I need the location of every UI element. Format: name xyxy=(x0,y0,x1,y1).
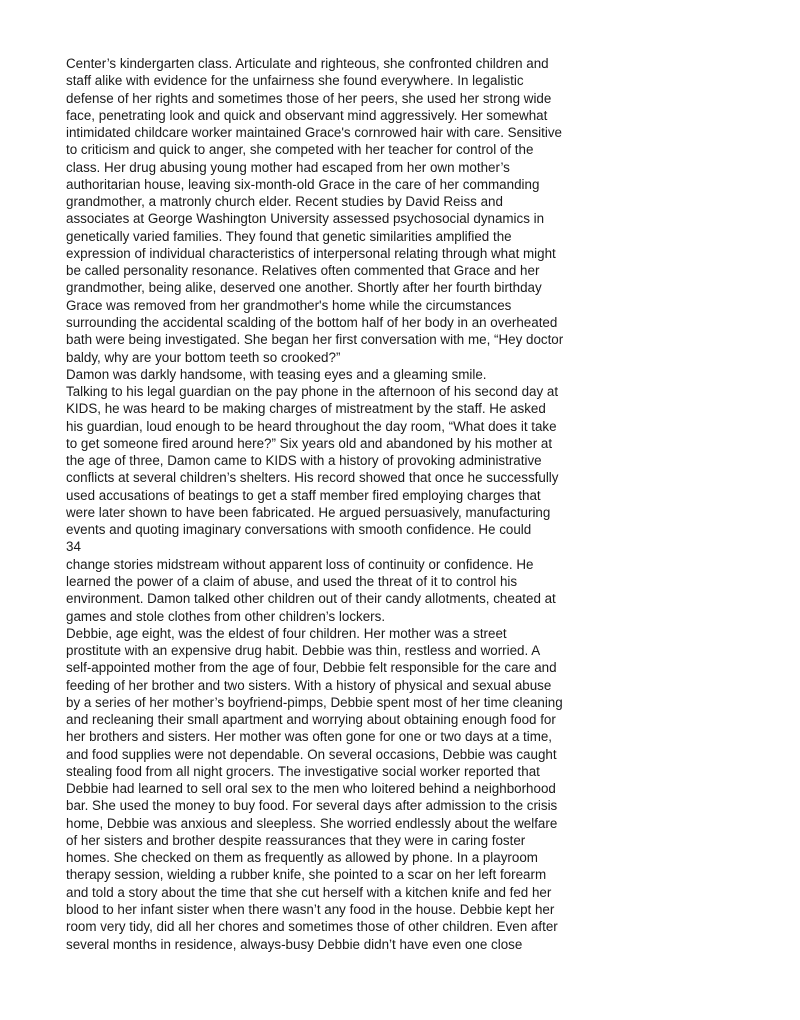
text-line: intimidated childcare worker maintained Grace's cornrowed hair with care. Sensitive xyxy=(66,125,562,141)
body-text xyxy=(66,55,746,953)
text-line: feeding of her brother and two sisters. With a history of physical and sexual abuse xyxy=(66,677,552,693)
text-line: stealing food from all night grocers. The investigative social worker reported that xyxy=(66,763,540,779)
text-line: expression of individual characteristics of interpersonal relating through what might xyxy=(66,245,556,261)
text-line: baldy, why are your bottom teeth so crooked?” xyxy=(66,349,341,365)
text-line: were later shown to have been fabricated. He argued persuasively, manufacturing xyxy=(66,504,551,520)
text-line: grandmother, being alike, deserved one another. Shortly after her fourth birthday xyxy=(66,280,542,296)
text-line: Talking to his legal guardian on the pay phone in the afternoon of his second day at xyxy=(66,384,559,400)
text-line: Damon was darkly handsome, with teasing eyes and a gleaming smile. xyxy=(66,366,487,382)
text-line: by a series of her mother’s boyfriend-pimps, Debbie spent most of her time cleaning xyxy=(66,694,563,710)
text-line: Center’s kindergarten class. Articulate and righteous, she confronted children and xyxy=(66,56,549,71)
text-line: KIDS, he was heard to be making charges of mistreatment by the staff. He asked xyxy=(66,401,546,417)
text-line: face, penetrating look and quick and observant mind aggressively. Her somewhat xyxy=(66,107,548,123)
text-line: events and quoting imaginary conversations with smooth confidence. He could xyxy=(66,522,532,538)
text-line: grandmother, a matronly church elder. Recent studies by David Reiss and xyxy=(66,194,503,210)
text-line: to criticism and quick to anger, she competed with her teacher for control of the xyxy=(66,142,534,158)
text-line: to get someone fired around here?” Six years old and abandoned by his mother at xyxy=(66,435,553,451)
text-line: and told a story about the time that she cut herself with a kitchen knife and fed her xyxy=(66,884,552,900)
text-line: therapy session, wielding a rubber knife, she pointed to a scar on her left forearm xyxy=(66,867,547,883)
text-line: several months in residence, always-busy Debbie didn’t have even one close xyxy=(66,936,523,952)
text-line: Grace was removed from her grandmother's home while the circumstances xyxy=(66,297,512,313)
text-line: the age of three, Damon came to KIDS with a history of provoking administrative xyxy=(66,453,542,469)
text-line: and food supplies were not dependable. On several occasions, Debbie was caught xyxy=(66,746,557,762)
text-line: bar. She used the money to buy food. For several days after admission to the crisis xyxy=(66,798,558,814)
text-line: her brothers and sisters. Her mother was often gone for one or two days at a time, xyxy=(66,729,553,745)
text-line: staff alike with evidence for the unfairness she found everywhere. In legalistic xyxy=(66,73,524,89)
text-line: be called personality resonance. Relatives often commented that Grace and her xyxy=(66,263,540,279)
text-line: his guardian, loud enough to be heard throughout the day room, “What does it take xyxy=(66,418,557,434)
text-line: prostitute with an expensive drug habit. Debbie was thin, restless and worried. A xyxy=(66,643,541,659)
text-line: homes. She checked on them as frequently as allowed by phone. In a playroom xyxy=(66,850,538,866)
text-line: bath were being investigated. She began her first conversation with me, “Hey doctor xyxy=(66,332,564,348)
text-line: Debbie had learned to sell oral sex to the men who loitered behind a neighborhood xyxy=(66,781,556,797)
text-line: change stories midstream without apparent loss of continuity or confidence. He xyxy=(66,556,534,572)
text-line: of her sisters and brother despite reassurances that they were in caring foster xyxy=(66,832,526,848)
text-line: used accusations of beatings to get a staff member fired employing charges that xyxy=(66,487,541,503)
text-line: games and stole clothes from other children’s lockers. xyxy=(66,608,386,624)
text-line: genetically varied families. They found that genetic similarities amplified the xyxy=(66,228,512,244)
text-line: Debbie, age eight, was the eldest of four children. Her mother was a street xyxy=(66,625,507,641)
text-line: home, Debbie was anxious and sleepless. She worried endlessly about the welfare xyxy=(66,815,558,831)
text-line: self-appointed mother from the age of four, Debbie felt responsible for the care and xyxy=(66,660,557,676)
text-line: authoritarian house, leaving six-month-old Grace in the care of her commanding xyxy=(66,176,540,192)
text-line: and recleaning their small apartment and worrying about obtaining enough food for xyxy=(66,712,556,728)
text-line: surrounding the accidental scalding of the bottom half of her body in an overheated xyxy=(66,314,558,330)
text-line: conflicts at several children’s shelters. His record showed that once he successfully xyxy=(66,470,559,486)
text-line: blood to her infant sister when there wasn’t any food in the house. Debbie kept her xyxy=(66,902,555,918)
text-line: defense of her rights and sometimes those of her peers, she used her strong wide xyxy=(66,90,552,106)
text-line: learned the power of a claim of abuse, and used the threat of it to control his xyxy=(66,573,518,589)
text-line: room very tidy, did all her chores and sometimes those of other children. Even after xyxy=(66,919,558,935)
text-line: 34 xyxy=(66,539,81,555)
text-line: associates at George Washington University assessed psychosocial dynamics in xyxy=(66,211,545,227)
text-line: environment. Damon talked other children out of their candy allotments, cheated at xyxy=(66,591,556,607)
text-line: class. Her drug abusing young mother had escaped from her own mother’s xyxy=(66,159,510,175)
